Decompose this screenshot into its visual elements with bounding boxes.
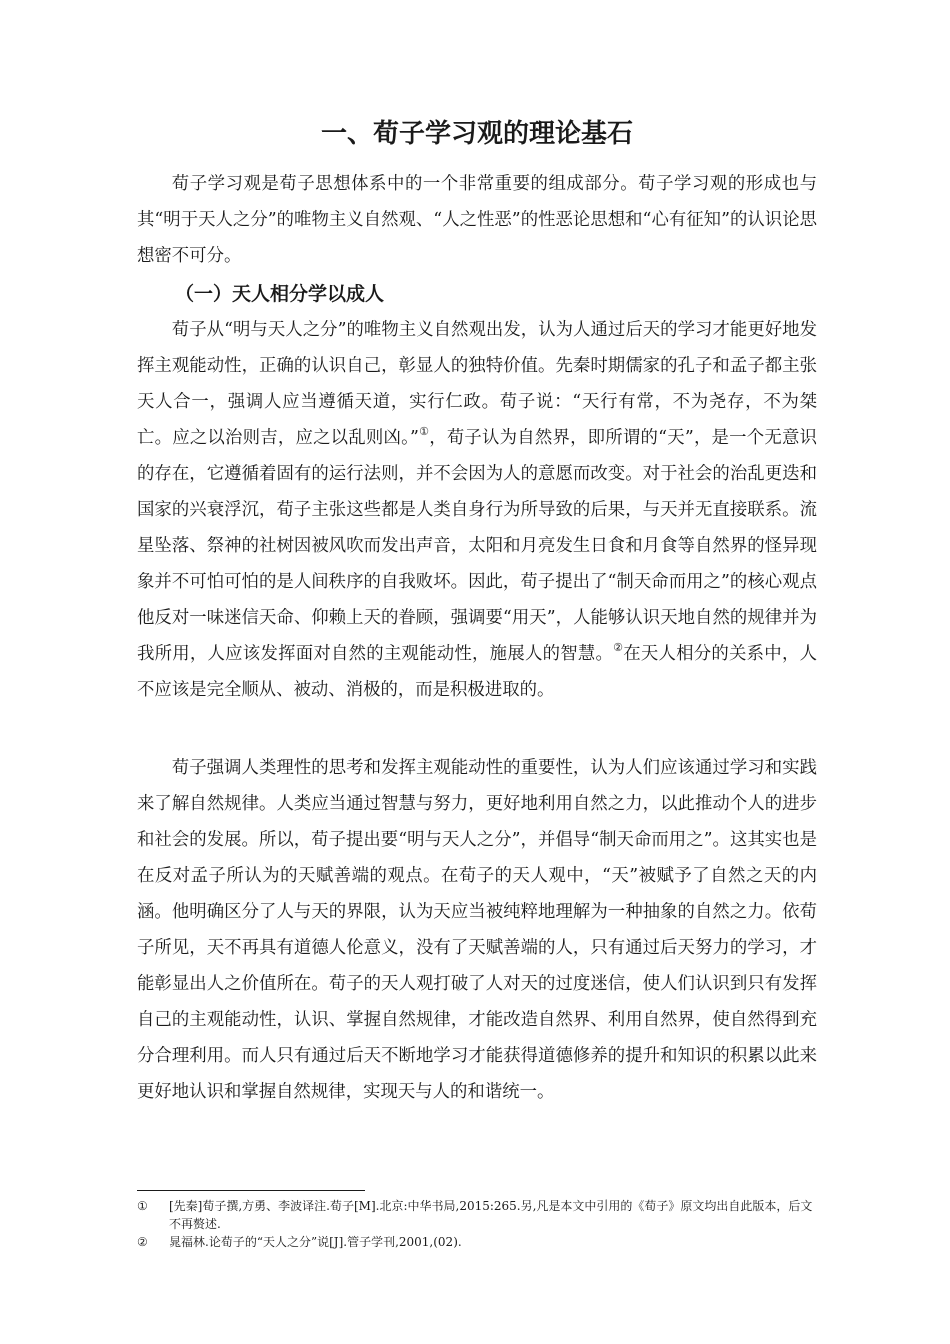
page-title: 一、荀子学习观的理论基石 bbox=[320, 119, 633, 149]
paragraph-text: 荀子从“明与天人之分”的唯物主义自然观出发，认为人通过后天的学习才能更好地发挥主观能动性，正确的认识自己，彰显人的独特价值。先秦时期儒家的孔子和孟子都主张天人合一，强调人应当遵循天道，实行仁政。荀子说：“天行有常，不为尧存，不为桀亡。应之以治则吉，应之以乱则凶。” bbox=[137, 320, 817, 448]
paragraph-text: 在天人相分的关系中，人不应该是完全顺从、被动、消极的，而是积极进取的。 bbox=[137, 644, 817, 700]
footnote-divider bbox=[137, 1190, 365, 1191]
footnote-text: 晁福林.论荀子的“天人之分”说[J].管子学刊,2001,(02). bbox=[169, 1235, 462, 1249]
intro-paragraph: 荀子学习观是荀子思想体系中的一个非常重要的组成部分。荀子学习观的形成也与其“明于天人之分”的唯物主义自然观、“人之性恶”的性恶论思想和“心有征知”的认识论思想密不可分。 bbox=[137, 174, 817, 266]
footnote-text: [先秦]荀子撰,方勇、李波译注.荀子[M].北京:中华书局,2015:265.另,凡是本文中引用的《荀子》原文均出自此版本，后文不再赘述. bbox=[169, 1199, 813, 1231]
footnote-ref-2[interactable]: ② bbox=[613, 641, 624, 654]
footnote-mark: ② bbox=[137, 1235, 148, 1249]
body-paragraph-3: 荀子强调人类理性的思考和发挥主观能动性的重要性，认为人们应该通过学习和实践来了解自然规律。人类应当通过智慧与努力，更好地利用自然之力，以此推动个人的进步和社会的发展。所以，荀子提出要“明与天人之分”，并倡导“制天命而用之”。这其实也是在反对孟子所认为的天赋善端的观点。在荀子的天人观中，“天”被赋予了自然之天的内涵。他明确区分了人与天的界限，认为天应当被纯粹地理解为一种抽象的自然之力。依荀子所见，天不再具有道德人伦意义，没有了天赋善端的人，只有通过后天努力的学习，才能彰显出人之价值所在。荀子的天人观打破了人对天的过度迷信，使人们认识到只有发挥自己的主观能动性，认识、掌握自然规律，才能改造自然界、利用自然界，使自然得到充分合理利用。而人只有通过后天不断地学习才能获得道德修养的提升和知识的积累以此来更好地认识和掌握自然规律，实现天与人的和谐统一。 bbox=[137, 758, 817, 1102]
body-paragraph-2 bbox=[137, 312, 817, 708]
footnote-item bbox=[137, 1197, 817, 1233]
paragraph-text: ，荀子认为自然界，即所谓的“天”，是一个无意识的存在，它遵循着固有的运行法则，并不会因为人的意愿而改变。对于社会的治乱更迭和国家的兴衰浮沉，荀子主张这些都是人类自身行为所导致的后果，与天并无直接联系。流星坠落、祭神的社树因被风吹而发出声音，太阳和月亮发生日食和月食等自然界的怪异现象并不可怕可怕的是人间秩序的自我败坏。因此，荀子提出了“制天命而用之”的核心观点他反对一味迷信天命、仰赖上天的眷顾，强调要“用天”，人能够认识天地自然的规律并为我所用，人应该发挥面对自然的主观能动性，施展人的智慧。 bbox=[137, 428, 817, 664]
footnote-ref-1[interactable]: ① bbox=[418, 425, 430, 438]
footnotes bbox=[137, 1197, 817, 1251]
footnote-mark: ① bbox=[137, 1199, 148, 1213]
section-heading: （一）天人相分学以成人 bbox=[175, 283, 385, 305]
footnote-item bbox=[137, 1233, 817, 1251]
